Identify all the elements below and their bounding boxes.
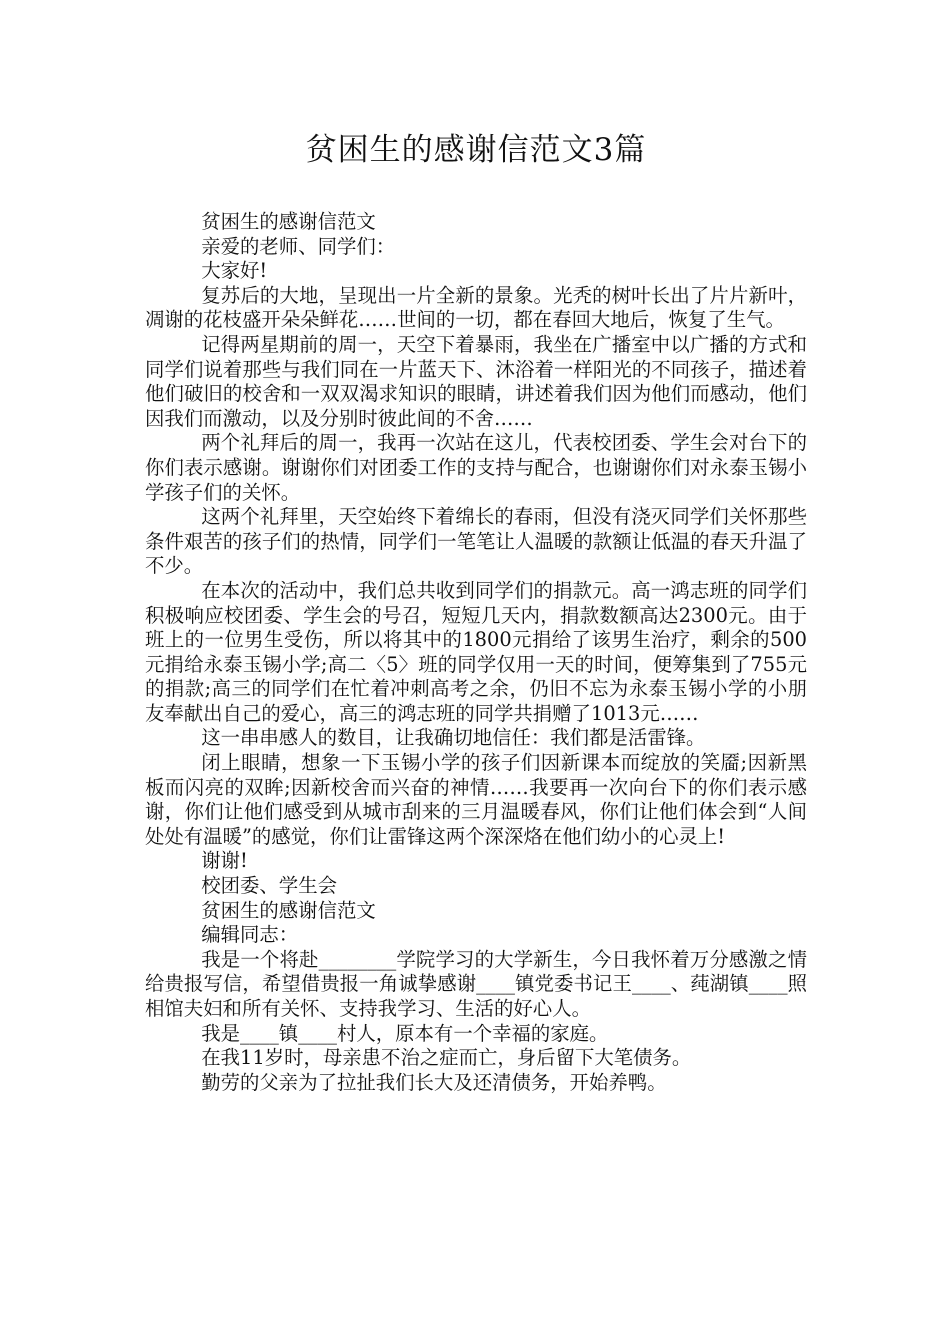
paragraph: 在本次的活动中，我们总共收到同学们的捐款元。高一鸿志班的同学们积极响应校团委、学生会的号召，短短几天内，捐款数额高达2300元。由于班上的一位男生受伤，所以将其中的1800元捐给了该男生治疗，剩余的500元捐给永泰玉锡小学;高二〈5〉班的同学仅用一天的时间，便筹集到了755元的捐款;高三的同学们在忙着冲刺高考之余，仍旧不忘为永泰玉锡小学的小朋友奉献出自己的爱心，高三的鸿志班的同学共捐赠了1013元…… — [145, 578, 807, 725]
paragraph-heading: 贫困生的感谢信范文 — [201, 210, 376, 233]
paragraph-salutation: 编辑同志： — [201, 923, 299, 947]
paragraph: 我是____镇____村人，原本有一个幸福的家庭。 — [201, 1021, 609, 1045]
paragraph: 两个礼拜后的周一，我再一次站在这儿，代表校团委、学生会对台下的你们表示感谢。谢谢你们对团委工作的支持与配合，也谢谢你们对永泰玉锡小学孩子们的关怀。 — [145, 431, 807, 504]
paragraph: 在我11岁时，母亲患不治之症而亡，身后留下大笔债务。 — [201, 1046, 692, 1070]
paragraph: 复苏后的大地，呈现出一片全新的景象。光秃的树叶长出了片片新叶，凋谢的花枝盛开朵朵鲜花……世间的一切，都在春回大地后，恢复了生气。 — [145, 283, 807, 332]
document-page — [145, 128, 807, 1095]
paragraph: 勤劳的父亲为了拉扯我们长大及还清债务，开始养鸭。 — [201, 1070, 667, 1094]
paragraph: 我是一个将赴________学院学习的大学新生，今日我怀着万分感激之情给贵报写信，希望借贵报一角诚挚感谢____镇党委书记王____、莼湖镇____照相馆夫妇和所有关怀、支持我学习、生活的好心人。 — [145, 947, 807, 1020]
paragraph: 闭上眼睛，想象一下玉锡小学的孩子们因新课本而绽放的笑靥;因新黑板而闪亮的双眸;因新校舍而兴奋的神情……我要再一次向台下的你们表示感谢，你们让他们感受到从城市刮来的三月温暖春风，你们让他们体会到“人间处处有温暖”的感觉，你们让雷锋这两个深深烙在他们幼小的心灵上! — [145, 751, 807, 848]
document-title: 贫困生的感谢信范文3篇 — [305, 132, 647, 168]
paragraph: 这两个礼拜里，天空始终下着绵长的春雨，但没有浇灭同学们关怀那些条件艰苦的孩子们的热情，同学们一笔笔让人温暖的款额让低温的春天升温了不少。 — [145, 505, 807, 578]
document-body — [145, 210, 807, 1095]
paragraph: 记得两星期前的周一，天空下着暴雨，我坐在广播室中以广播的方式和同学们说着那些与我们同在一片蓝天下、沐浴着一样阳光的不同孩子，描述着他们破旧的校舍和一双双渴求知识的眼睛，讲述着我们因为他们而感动，他们因我们而激动，以及分别时彼此间的不舍…… — [145, 332, 807, 430]
paragraph-greeting: 大家好! — [201, 259, 268, 283]
paragraph-thanks: 谢谢! — [201, 849, 248, 873]
paragraph-heading: 贫困生的感谢信范文 — [201, 898, 376, 922]
paragraph-salutation: 亲爱的老师、同学们： — [201, 234, 396, 258]
paragraph-signature: 校团委、学生会 — [201, 874, 337, 898]
paragraph: 这一串串感人的数目，让我确切地信任：我们都是活雷锋。 — [201, 726, 706, 750]
